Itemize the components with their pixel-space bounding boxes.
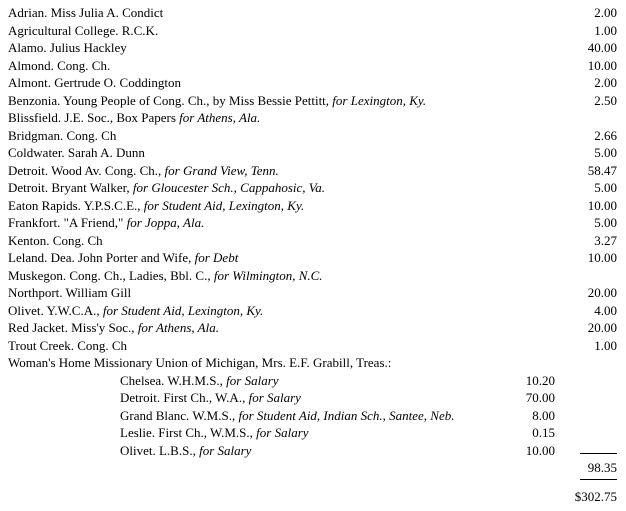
dot-leader-space xyxy=(279,372,515,390)
entry-name: Almont. Gertrude O. Coddington xyxy=(8,75,181,90)
entry-amount xyxy=(577,267,617,285)
ledger-subrow xyxy=(8,407,617,425)
subtotal-amount: 98.35 xyxy=(587,460,617,475)
ledger-row xyxy=(8,57,617,75)
entry-name: Muskegon. Cong. Ch., Ladies, Bbl. C., for Wilmington, N.C. xyxy=(8,267,323,283)
entry-amount: 40.00 xyxy=(587,40,617,55)
indent-space xyxy=(8,372,120,390)
indent-space xyxy=(8,407,120,425)
entry-name: Frankfort. "A Friend," for Joppa, Ala. xyxy=(8,215,205,230)
ledger-row xyxy=(8,284,617,302)
ledger-row xyxy=(8,162,617,180)
ledger-row xyxy=(8,4,617,22)
dot-leader-space xyxy=(116,127,577,145)
dot-leader-space xyxy=(219,319,577,337)
entry-amount xyxy=(577,109,617,127)
entry-name: Olivet. L.B.S., for Salary xyxy=(120,442,252,458)
dot-leader-space xyxy=(158,22,577,40)
dot-leader-space xyxy=(309,424,515,442)
dot-leader-space xyxy=(260,109,577,127)
ledger-row xyxy=(8,109,617,127)
entry-name: Trout Creek. Cong. Ch xyxy=(8,337,128,353)
ledger-subrow xyxy=(8,442,617,460)
entry-amount: 1.00 xyxy=(594,337,617,353)
ledger-row xyxy=(8,214,617,232)
entry-amount: 1.00 xyxy=(594,22,617,38)
dot-leader-space xyxy=(127,337,577,355)
indent-space xyxy=(8,424,120,442)
ledger-row xyxy=(8,127,617,145)
entry-amount: 10.20 xyxy=(525,372,555,388)
indent-space xyxy=(8,442,120,460)
entry-name: Adrian. Miss Julia A. Condict xyxy=(8,5,164,20)
ledger-row xyxy=(8,144,617,162)
right-gutter xyxy=(555,407,617,425)
dot-leader-space xyxy=(103,232,577,250)
dot-leader-space xyxy=(110,57,577,75)
right-gutter xyxy=(555,424,617,442)
dot-leader-space xyxy=(301,389,515,407)
entry-amount: 2.50 xyxy=(594,92,617,108)
ledger-row xyxy=(8,232,617,250)
subtotal-rule xyxy=(580,453,617,454)
entry-amount: 10.00 xyxy=(587,250,617,265)
entry-name: Benzonia. Young People of Cong. Ch., by Miss Bessie Pettitt, for Lexington, Ky. xyxy=(8,92,427,108)
ledger-row xyxy=(8,302,617,320)
ledger-row xyxy=(8,319,617,337)
grand-total-amount: $302.75 xyxy=(574,488,617,504)
entry-name: Agricultural College. R.C.K. xyxy=(8,22,159,38)
dot-leader-space xyxy=(163,4,577,22)
dot-leader-space xyxy=(131,284,577,302)
ledger-row xyxy=(8,39,617,57)
entry-amount: 10.00 xyxy=(587,197,617,213)
ledger-row xyxy=(8,267,617,285)
dot-leader-space xyxy=(391,354,577,372)
ledger-row xyxy=(8,179,617,197)
entry-name: Blissfield. J.E. Soc., Box Papers for Athens, Ala. xyxy=(8,110,261,125)
entry-amount: 4.00 xyxy=(594,302,617,318)
entry-amount: 2.00 xyxy=(594,75,617,90)
entry-amount: 2.66 xyxy=(594,127,617,143)
ledger-row xyxy=(8,22,617,40)
dot-leader-space xyxy=(263,302,577,320)
entry-amount: 2.00 xyxy=(594,5,617,20)
entry-amount: 58.47 xyxy=(587,162,617,178)
dot-leader-space xyxy=(279,162,577,180)
dot-leader-space xyxy=(127,39,577,57)
ledger-subrow xyxy=(8,424,617,442)
entry-name: Kenton. Cong. Ch xyxy=(8,232,103,248)
entry-name: Detroit. Bryant Walker, for Gloucester Sch., Cappahosic, Va. xyxy=(8,180,326,195)
entry-amount: 5.00 xyxy=(594,180,617,195)
entry-name: Leslie. First Ch., W.M.S., for Salary xyxy=(120,425,309,440)
dot-leader-space xyxy=(145,144,577,162)
entry-amount: 70.00 xyxy=(525,390,555,405)
entry-name: Grand Blanc. W.M.S., for Student Aid, Indian Sch., Santee, Neb. xyxy=(120,407,455,423)
entry-amount: 8.00 xyxy=(532,407,555,423)
ledger-subrow xyxy=(8,389,617,407)
right-gutter xyxy=(555,372,617,390)
entry-name: Alamo. Julius Hackley xyxy=(8,40,127,55)
dot-leader-space xyxy=(455,407,516,425)
entry-amount xyxy=(577,354,617,372)
entry-name: Chelsea. W.H.M.S., for Salary xyxy=(120,372,279,388)
entry-amount: 20.00 xyxy=(587,285,617,300)
entry-name: Almond. Cong. Ch. xyxy=(8,57,111,73)
ledger-subrow xyxy=(8,372,617,390)
entry-name: Woman's Home Missionary Union of Michigan, Mrs. E.F. Grabill, Treas.: xyxy=(8,355,392,370)
entry-amount: 20.00 xyxy=(587,320,617,335)
dot-leader-space xyxy=(238,249,577,267)
entry-name: Red Jacket. Miss'y Soc., for Athens, Ala. xyxy=(8,320,219,335)
dot-leader-space xyxy=(251,442,515,460)
dot-leader-space xyxy=(323,267,577,285)
entry-amount: 5.00 xyxy=(594,215,617,230)
ledger-row xyxy=(8,92,617,110)
entry-amount: 10.00 xyxy=(525,442,555,458)
dot-leader-space xyxy=(426,92,577,110)
right-gutter xyxy=(555,389,617,407)
ledger-row-group-header xyxy=(8,354,617,372)
dot-leader-space xyxy=(181,74,577,92)
entry-name: Eaton Rapids. Y.P.S.C.E., for Student Aid, Lexington, Ky. xyxy=(8,197,305,213)
entry-name: Coldwater. Sarah A. Dunn xyxy=(8,145,145,160)
ledger-row xyxy=(8,337,617,355)
entry-amount: 5.00 xyxy=(594,145,617,160)
ledger-row xyxy=(8,197,617,215)
entry-name: Detroit. Wood Av. Cong. Ch., for Grand View, Tenn. xyxy=(8,162,279,178)
dot-leader-space xyxy=(325,179,577,197)
total-rule xyxy=(580,479,617,480)
dot-leader-space xyxy=(204,214,577,232)
ledger-row xyxy=(8,249,617,267)
ledger-row xyxy=(8,74,617,92)
dot-leader-space xyxy=(304,197,577,215)
entry-name: Detroit. First Ch., W.A., for Salary xyxy=(120,390,301,405)
right-gutter xyxy=(555,442,617,460)
entry-name: Bridgman. Cong. Ch xyxy=(8,127,117,143)
total-row xyxy=(8,488,617,506)
entry-name: Olivet. Y.W.C.A., for Student Aid, Lexington, Ky. xyxy=(8,302,264,318)
indent-space xyxy=(8,389,120,407)
entry-name: Leland. Dea. John Porter and Wife, for Debt xyxy=(8,250,239,265)
entry-name: Northport. William Gill xyxy=(8,285,132,300)
subtotal-row xyxy=(8,459,617,477)
entry-amount: 3.27 xyxy=(594,232,617,248)
entry-amount: 0.15 xyxy=(532,425,555,440)
entry-amount: 10.00 xyxy=(587,57,617,73)
